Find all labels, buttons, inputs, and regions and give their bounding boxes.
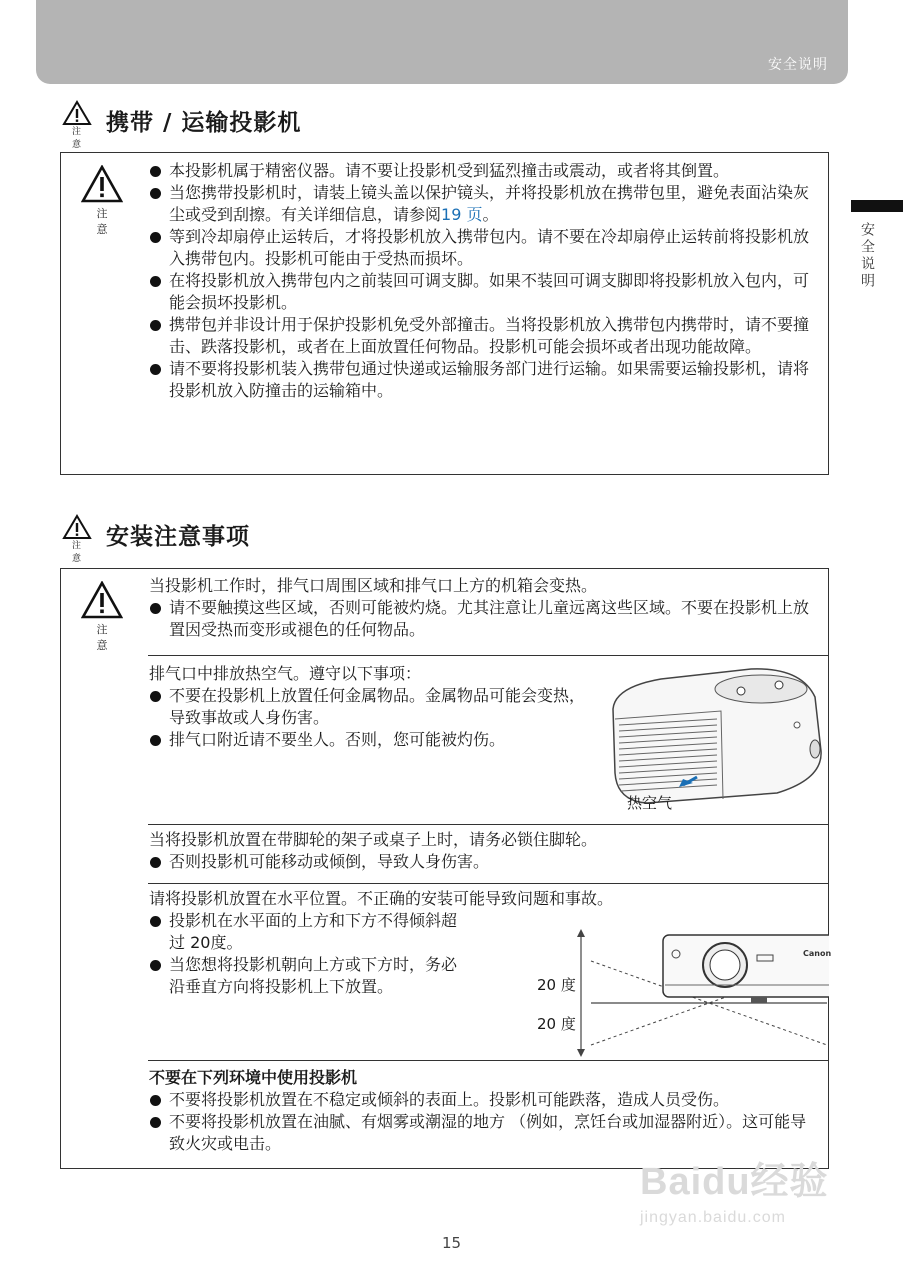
section1-content <box>149 160 820 402</box>
list-item: 请不要触摸这些区域，否则可能被灼烧。尤其注意让儿童远离这些区域。不要在投影机上放置因受热而变形或褪色的任何物品。 <box>149 597 820 641</box>
brand-logo: Canon <box>803 949 832 958</box>
block-list <box>149 851 820 873</box>
section1-title: 携带 / 运输投影机 <box>106 110 302 136</box>
side-tab-marker <box>851 200 903 212</box>
block-divider <box>148 824 828 825</box>
list-item: 在将投影机放入携带包内之前装回可调支脚。如果不装回可调支脚即将投影机放入包内，可能会损坏投影机。 <box>149 270 820 314</box>
section1-box <box>60 152 829 475</box>
warning-icon <box>62 514 92 540</box>
block-list <box>149 685 598 751</box>
list-item: 携带包并非设计用于保护投影机免受外部撞击。当将投影机放入携带包内携带时，请不要撞击、跌落投影机，或者在上面放置任何物品。投影机可能会损坏或者出现功能故障。 <box>149 314 820 358</box>
block-list <box>149 1089 820 1155</box>
section1-list <box>149 160 820 402</box>
install-block-casters <box>149 829 820 873</box>
install-block-heat <box>149 575 820 641</box>
install-block-exhaust <box>149 663 598 751</box>
block-divider <box>148 1060 828 1061</box>
angle-label-bottom: 20 度 <box>537 1015 576 1033</box>
projector-tilt-diagram <box>561 925 832 1059</box>
block-heading: 不要在下列环境中使用投影机 <box>149 1068 358 1087</box>
angle-label-top: 20 度 <box>537 976 576 994</box>
warning-badge-small <box>60 100 94 150</box>
warning-icon <box>81 165 123 203</box>
side-tab-label: 安全说明 <box>859 222 875 290</box>
list-item: 当您想将投影机朝向上方或下方时，务必沿垂直方向将投影机上下放置。 <box>149 954 469 998</box>
block-list <box>149 910 469 998</box>
section2-box <box>60 568 832 1169</box>
page-link[interactable]: 19 页 <box>441 205 483 224</box>
block-intro: 当投影机工作时，排气口周围区域和排气口上方的机箱会变热。 <box>149 576 598 595</box>
block-divider <box>148 883 828 884</box>
watermark-logo: Baidu经验 <box>640 1161 829 1203</box>
hot-air-label: 热空气 <box>627 794 673 812</box>
header-label: 安全说明 <box>768 57 828 73</box>
list-item: 不要在投影机上放置任何金属物品。金属物品可能会变热，导致事故或人身伤害。 <box>149 685 598 729</box>
section2-heading <box>60 514 250 564</box>
block-divider <box>148 655 828 656</box>
list-item: 等到冷却扇停止运转后，才将投影机放入携带包内。请不要在冷却扇停止运转前将投影机放入携带包内。投影机可能由于受热而损坏。 <box>149 226 820 270</box>
list-item: 否则投影机可能移动或倾倒，导致人身伤害。 <box>149 851 820 873</box>
warning-icon <box>81 581 123 619</box>
warning-badge-large <box>81 581 123 653</box>
page-number: 15 <box>441 1234 462 1252</box>
link-suffix: 。 <box>482 205 499 224</box>
watermark-url: jingyan.baidu.com <box>640 1209 786 1226</box>
list-item: 不要将投影机放置在不稳定或倾斜的表面上。投影机可能跌落，造成人员受伤。 <box>149 1089 820 1111</box>
list-item <box>149 182 820 226</box>
list-item-text: 当您携带投影机时，请装上镜头盖以保护镜头，并将投影机放在携带包里，避免表面沾染灰尘或受到刮擦。有关详细信息，请参阅 <box>169 183 810 224</box>
block-list <box>149 597 820 641</box>
warning-badge-small <box>60 514 94 564</box>
warning-caption: 注 意 <box>71 541 87 564</box>
warning-badge-large <box>81 165 123 237</box>
list-item: 不要将投影机放置在油腻、有烟雾或潮湿的地方 （例如，烹饪台或加湿器附近）。这可能导致火灾或电击。 <box>149 1111 820 1155</box>
section2-title: 安装注意事项 <box>106 524 250 550</box>
warning-caption: 注 意 <box>96 207 114 236</box>
block-intro: 排气口中排放热空气。遵守以下事项： <box>149 664 422 683</box>
warning-caption: 注 意 <box>96 623 114 652</box>
block-intro: 请将投影机放置在水平位置。不正确的安装可能导致问题和事故。 <box>149 889 614 908</box>
list-item: 投影机在水平面的上方和下方不得倾斜超过 20度。 <box>149 910 469 954</box>
header-bar <box>36 0 848 84</box>
install-block-environment <box>149 1067 820 1155</box>
list-item: 本投影机属于精密仪器。请不要让投影机受到猛烈撞击或震动，或者将其倒置。 <box>149 160 820 182</box>
warning-caption: 注 意 <box>71 127 87 150</box>
warning-icon <box>62 100 92 126</box>
section1-heading <box>60 100 301 150</box>
list-item: 排气口附近请不要坐人。否则，您可能被灼伤。 <box>149 729 598 751</box>
list-item: 请不要将投影机装入携带包通过快递或运输服务部门进行运输。如果需要运输投影机，请将投影机放入防撞击的运输箱中。 <box>149 358 820 402</box>
block-intro: 当将投影机放置在带脚轮的架子或桌子上时，请务必锁住脚轮。 <box>149 830 598 849</box>
